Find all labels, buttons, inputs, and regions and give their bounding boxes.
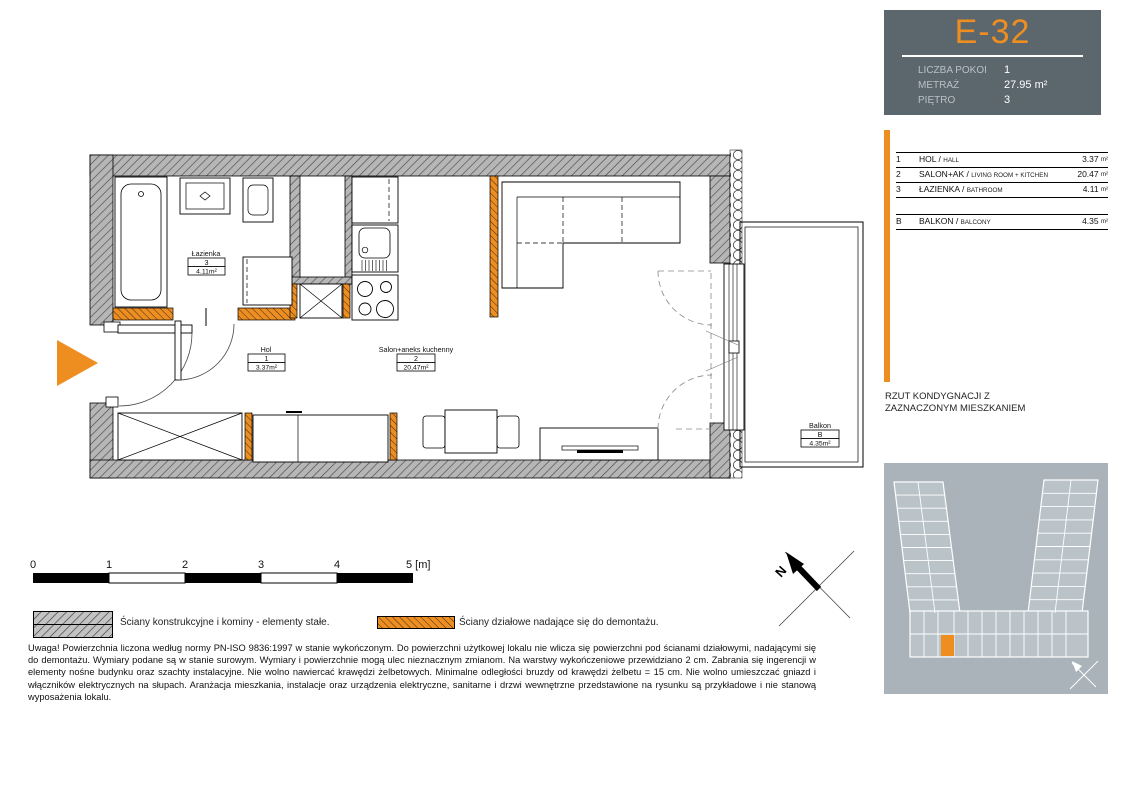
svg-text:1: 1: [264, 354, 269, 363]
unit-info-row: [884, 94, 1101, 109]
table-gap: [896, 198, 1108, 214]
fridge: [352, 177, 398, 223]
wardrobe: [118, 413, 242, 460]
label-living-room: [379, 345, 454, 372]
unit-info-row: [884, 79, 1101, 94]
unit-header-card: [884, 10, 1101, 115]
washbasin: [180, 178, 230, 214]
corner-sofa: [502, 182, 680, 288]
info-label: METRAŻ: [918, 80, 960, 91]
legend-label-structural: Ściany konstrukcyjne i kominy - elementy stałe.: [120, 617, 330, 628]
svg-text:1: 1: [105, 559, 113, 571]
label-bathroom: [188, 249, 225, 276]
svg-text:B: B: [817, 430, 823, 439]
svg-text:3: 3: [204, 258, 209, 267]
table-row-salon: 2 SALON+AK / LIVING ROOM + KITCHEN 20.47 m²: [896, 168, 1108, 183]
svg-text:Salon+aneks kuchenny: Salon+aneks kuchenny: [378, 345, 454, 354]
bathroom-door: [175, 308, 234, 380]
svg-text:4: 4: [333, 559, 341, 571]
orange-accent-bar: [884, 130, 890, 382]
sideboard: [253, 412, 388, 462]
highlighted-unit: [941, 635, 954, 656]
scale-bar: [24, 558, 464, 590]
ventilation-shaft: [300, 284, 342, 318]
info-label: PIĘTRO: [918, 95, 956, 106]
svg-text:Balkon: Balkon: [809, 421, 831, 430]
room-table: [896, 152, 1108, 230]
unit-info-row: [884, 64, 1101, 79]
balcony-door: [658, 264, 744, 430]
disclaimer-text: Uwaga! Powierzchnia liczona według normy PN-ISO 9836:1997 w stanie wykończonym. Do powierzchni użytkowej lokalu nie wlicza się powierzchni pod ścianami działowymi, nadającymi się do demontażu. Wymiary podane są w stanie surowym. Wymiary i powierzchnie mogą ulec nieznacznym zmianom. Na warstwy wykończeniowe przewidziano 2 cm. Zabrania się ingerencji w elementy nośne budynku oraz szachty instalacyjne. Nie wolno nawiercać krawędzi żelbetowych. Minimalne odległości bruzdy od krawędzi żelbetu = 15 cm. Nie wolno umieszczać gniazd i włączników elektrycznych na słupach. Aranżacja mieszkania, instalacje oraz urządzenia elektryczne, sanitarne i drzwi wewnętrzne przedstawione na rysunku są przykładowe i nie stanową wyposażenia lokalu.: [28, 643, 816, 702]
svg-text:Łazienka: Łazienka: [191, 249, 221, 258]
north-arrow: [757, 540, 872, 640]
info-value: 27.95 m²: [1004, 79, 1048, 91]
table-row-balkon: B BALKON / BALCONY 4.35 m²: [896, 214, 1108, 230]
svg-text:3.37m²: 3.37m²: [255, 364, 278, 372]
dining-table: [423, 410, 519, 453]
legend-swatch-structural: [33, 611, 113, 638]
legend-swatch-demountable: [377, 616, 455, 629]
info-label: LICZBA POKOI: [918, 65, 987, 76]
entrance-arrow: [57, 340, 98, 386]
unit-id: E-32: [954, 13, 1031, 51]
table-row-hol: 1 HOL / HALL 3.37 m²: [896, 152, 1108, 168]
table-row-lazienka: 3 ŁAZIENKA / BATHROOM 4.11 m²: [896, 183, 1108, 198]
floor-note: RZUT KONDYGNACJI Z ZAZNACZONYM MIESZKANIEM: [885, 391, 1026, 414]
divider: [902, 55, 1083, 57]
svg-text:0: 0: [29, 559, 37, 571]
stove: [352, 275, 398, 320]
svg-text:5 [m]: 5 [m]: [406, 559, 431, 571]
tv-stand: [540, 428, 658, 460]
info-value: 1: [1004, 64, 1011, 76]
info-value: 3: [1004, 94, 1011, 106]
svg-text:4.35m²: 4.35m²: [809, 440, 831, 448]
legend-label-demountable: Ściany działowe nadające się do demontażu.: [459, 617, 659, 628]
svg-text:Hol: Hol: [260, 345, 272, 354]
north-label: N: [772, 562, 790, 581]
building-key-plan: [884, 463, 1108, 694]
bathtub: [115, 177, 167, 307]
svg-text:2: 2: [414, 354, 418, 363]
svg-text:3: 3: [257, 559, 265, 571]
svg-text:4.11m²: 4.11m²: [196, 268, 217, 276]
svg-text:20,47m²: 20,47m²: [403, 364, 429, 372]
label-balcony: [801, 421, 839, 448]
label-hall: [248, 345, 285, 372]
washing-machine: [243, 257, 292, 305]
svg-text:2: 2: [181, 559, 189, 571]
kitchen-sink: [352, 225, 398, 272]
toilet: [243, 178, 273, 222]
